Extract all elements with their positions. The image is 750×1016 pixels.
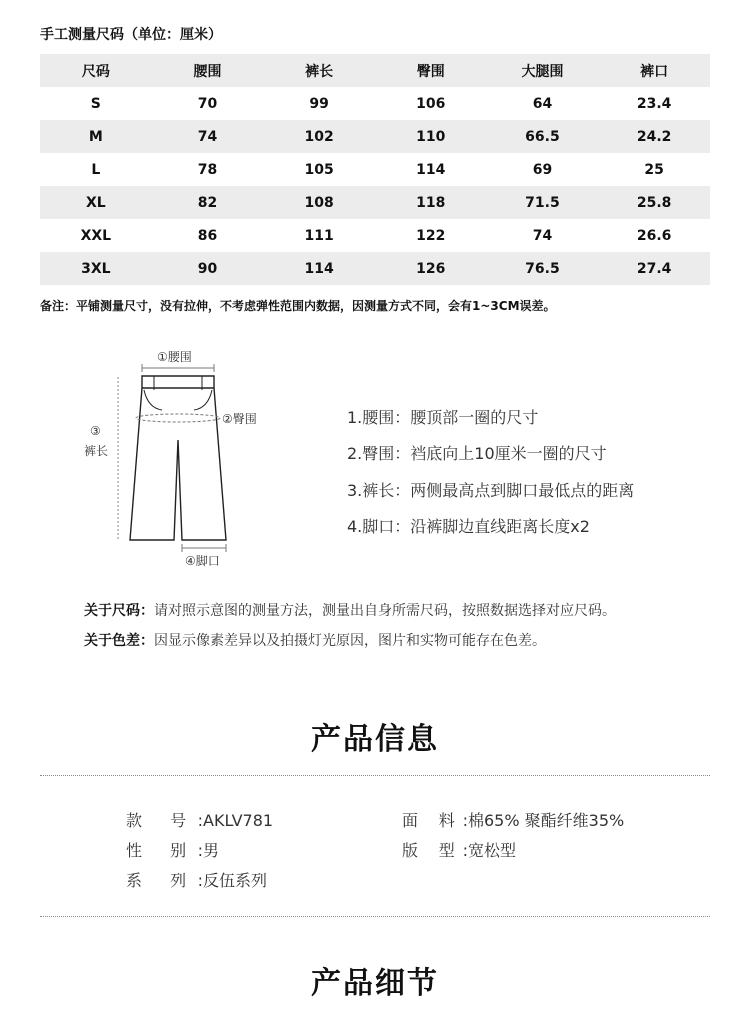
left-pocket (144, 390, 162, 410)
gender-key: 性 别: (126, 841, 203, 860)
pants-outline (130, 388, 226, 540)
series-key: 系 列: (126, 871, 203, 890)
table-cell: 25.8 (636, 194, 672, 211)
table-cell: 82 (197, 194, 218, 211)
fabric-row (402, 808, 624, 831)
right-pocket (194, 390, 212, 410)
divider (40, 775, 710, 776)
product-info-title: 产品信息 (311, 722, 439, 757)
table-cell: 110 (416, 128, 446, 145)
about-color-label: 关于色差： (84, 633, 154, 649)
table-cell: 114 (416, 161, 446, 178)
table-cell: 69 (532, 161, 553, 178)
table-cell: 105 (304, 161, 334, 178)
table-cell: M (88, 128, 103, 145)
table-cell: S (90, 95, 101, 112)
method-item: 3.裤长：两侧最高点到脚口最低点的距离 (347, 481, 635, 500)
table-cell: 86 (197, 227, 218, 244)
hem-label: ④脚口 (185, 554, 220, 568)
table-cell: 74 (532, 227, 553, 244)
table-cell: XXL (80, 227, 112, 244)
about-size (84, 600, 616, 620)
table-row (40, 252, 710, 285)
table-cell: 64 (532, 95, 553, 112)
header-cell: 大腿围 (521, 63, 564, 80)
about-size-label: 关于尺码： (84, 603, 154, 619)
table-cell: 108 (304, 194, 334, 211)
table-cell: 76.5 (525, 260, 560, 277)
table-cell: 74 (197, 128, 218, 145)
hip-label: ②臀围 (222, 412, 257, 426)
style-number-value: AKLV781 (203, 811, 274, 830)
header-cell: 腰围 (193, 63, 222, 80)
size-table (40, 54, 710, 285)
table-cell: XL (85, 194, 106, 211)
measurement-note: 备注：平铺测量尺寸，没有拉伸，不考虑弹性范围内数据，因测量方式不同，会有1~3CM误差。 (40, 299, 556, 313)
about-color (84, 630, 546, 650)
table-cell: 70 (197, 95, 218, 112)
fit-value: 宽松型 (468, 841, 517, 860)
divider (40, 916, 710, 917)
table-cell: 122 (416, 227, 446, 244)
fit-key: 版 型: (402, 841, 468, 860)
method-item: 4.脚口：沿裤脚边直线距离长度x2 (347, 517, 590, 536)
method-item: 2.臀围：裆底向上10厘米一圈的尺寸 (347, 444, 607, 463)
table-cell: 126 (416, 260, 446, 277)
about-color-text: 因显示像素差异以及拍摄灯光原因，图片和实物可能存在色差。 (154, 633, 546, 649)
header-cell: 尺码 (81, 63, 110, 80)
series-value: 反伍系列 (203, 871, 268, 890)
table-cell: 27.4 (636, 260, 672, 277)
table-cell: 114 (304, 260, 334, 277)
gender-value: 男 (203, 841, 220, 860)
table-cell: 25 (644, 161, 664, 178)
table-cell: 111 (304, 227, 334, 244)
table-cell: 102 (304, 128, 334, 145)
header-cell: 臀围 (416, 63, 445, 80)
table-row (40, 87, 710, 120)
table-cell: 78 (197, 161, 218, 178)
fabric-key: 面 料: (402, 811, 468, 830)
table-cell: 90 (197, 260, 218, 277)
table-cell: 66.5 (525, 128, 560, 145)
table-cell: 106 (416, 95, 446, 112)
hip-measure-ellipse (136, 414, 220, 422)
header-cell: 裤口 (640, 63, 669, 80)
length-label: 裤长 (84, 444, 109, 458)
table-cell: 99 (309, 95, 329, 112)
table-cell: 24.2 (636, 128, 672, 145)
table-cell: 23.4 (636, 95, 672, 112)
table-cell: 3XL (81, 260, 111, 277)
table-header-row (40, 54, 710, 87)
about-size-text: 请对照示意图的测量方法，测量出自身所需尺码，按照数据选择对应尺码。 (154, 603, 616, 619)
length-number: ③ (90, 424, 101, 438)
style-number-row (126, 808, 273, 831)
table-cell: L (91, 161, 101, 178)
header-cell: 裤长 (305, 63, 334, 80)
table-cell: 118 (416, 194, 446, 211)
fabric-value: 棉65% 聚酯纤维35% (468, 811, 625, 830)
table-cell: 26.6 (636, 227, 672, 244)
waistband-outline (142, 376, 214, 388)
table-cell: 71.5 (525, 194, 560, 211)
series-row (126, 868, 267, 891)
fit-row (402, 838, 516, 861)
size-chart-title: 手工测量尺码（单位：厘米） (40, 27, 222, 43)
table-row (40, 219, 710, 252)
table-row (40, 120, 710, 153)
method-item: 1.腰围：腰顶部一圈的尺寸 (347, 408, 539, 427)
gender-row (126, 838, 219, 861)
waist-label: ①腰围 (157, 350, 192, 364)
style-number-key: 款 号: (126, 811, 203, 830)
table-row (40, 153, 710, 186)
table-row (40, 186, 710, 219)
product-detail-title: 产品细节 (311, 966, 439, 1001)
